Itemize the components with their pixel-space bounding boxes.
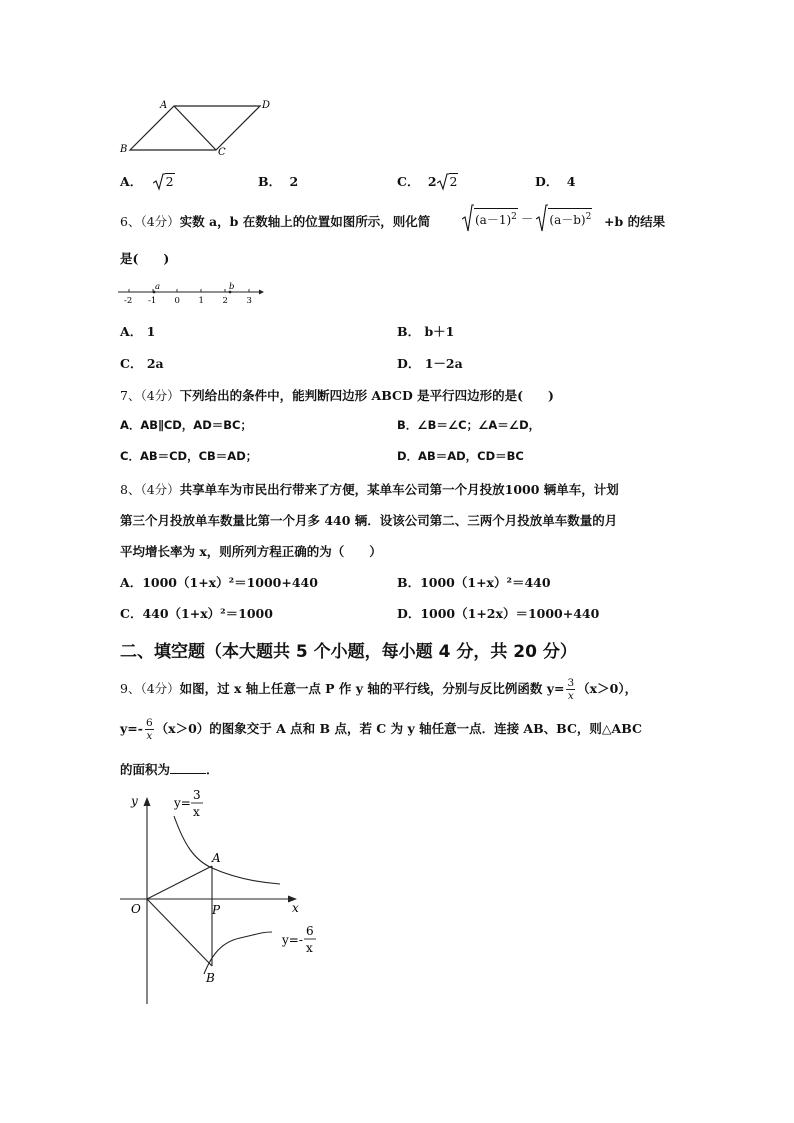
- q6-line2: 是( ): [120, 251, 170, 266]
- curve-1-label-den: x: [193, 805, 200, 819]
- option-letter: B．: [397, 324, 421, 339]
- number-line-tick-label: -2: [124, 296, 133, 306]
- q8-line3: 平均增长率为 x，则所列方程正确的为（ ）: [120, 544, 382, 559]
- answer-blank[interactable]: [170, 761, 206, 774]
- vertex-c-label: C: [218, 147, 226, 158]
- y-axis-label: y: [131, 794, 138, 808]
- point-b-label: B: [206, 971, 215, 985]
- number-line-tick-label: 3: [246, 296, 252, 306]
- option-value: 4: [566, 174, 576, 189]
- option-letter: A．: [120, 418, 141, 432]
- option-value: 2: [165, 174, 174, 189]
- option-letter: C．: [120, 356, 143, 371]
- curve-1-label-num: 3: [193, 788, 201, 802]
- sqrt-icon: [437, 173, 449, 191]
- q8-option-b: [397, 573, 551, 591]
- question-text: 共享单车为市民出行带来了方便，某单车公司第一个月投放1000 辆单车，计划: [179, 482, 619, 497]
- function-prefix: y=-: [120, 721, 143, 736]
- option-letter: A．: [120, 324, 143, 339]
- fraction-denominator: x: [567, 690, 574, 702]
- q6-line1: [120, 212, 430, 230]
- point-a-label: a: [155, 282, 161, 292]
- fraction-numerator: 6: [145, 717, 153, 729]
- q8-option-c: [120, 604, 273, 622]
- number-line-arrow-icon: [259, 290, 264, 295]
- question-text: 下列给出的条件中，能判断四边形 ABCD 是平行四边形的是( ): [179, 388, 554, 403]
- question-text: 实数 a，b 在数轴上的位置如图所示，则化简: [179, 214, 431, 229]
- option-value: 2: [289, 174, 299, 189]
- q7-option-d: [397, 448, 524, 464]
- fraction-6-over-x: [145, 717, 154, 742]
- q7-stem: [120, 386, 554, 404]
- question-number: 6、: [120, 214, 141, 229]
- question-text-tail: （x＞0），: [577, 681, 638, 696]
- question-text: （x＞0）的图象交于 A 点和 B 点，若 C 为 y 轴任意一点．连接 AB、BC，则△ABC: [155, 721, 642, 736]
- question-text: 的面积为: [120, 762, 171, 777]
- option-letter: B．: [258, 174, 282, 189]
- vertex-b-label: B: [120, 144, 128, 155]
- sqrt-icon: [462, 203, 474, 233]
- segment-oa: [147, 866, 212, 899]
- curve-1-label-prefix: y=: [174, 796, 191, 810]
- option-text: 1－2a: [424, 356, 463, 371]
- expr-term-2: (a－b): [549, 213, 586, 227]
- sqrt-icon: [536, 203, 548, 233]
- expr-exponent: 2: [585, 212, 592, 222]
- q6-option-c: [120, 354, 164, 372]
- option-letter: C．: [120, 606, 143, 621]
- q6-option-a: [120, 322, 155, 340]
- q8-line1: [120, 480, 619, 498]
- origin-label: O: [131, 902, 141, 916]
- q9-line2: [120, 712, 642, 746]
- expr-term-1: (a－1): [475, 213, 512, 227]
- number-line-tick-label: -1: [148, 296, 157, 306]
- point-a-label: A: [212, 851, 221, 865]
- option-text: 1000（1+x）²＝440: [420, 575, 551, 590]
- question-number: 8、: [120, 482, 141, 497]
- option-letter: C．: [120, 449, 140, 463]
- q6-expression: [462, 203, 592, 235]
- question-score: （4分）: [140, 388, 180, 403]
- option-letter: D．: [397, 606, 421, 621]
- q5-option-a: [120, 172, 175, 191]
- q9-graph: [112, 786, 332, 1008]
- q5-option-b: [258, 172, 298, 190]
- question-text-tail: ．: [206, 762, 219, 777]
- option-text: AB∥CD，AD＝BC；: [140, 418, 252, 432]
- parallelogram-figure: [112, 94, 282, 160]
- vertex-a-label: A: [160, 100, 168, 111]
- vertex-d-label: D: [262, 100, 271, 111]
- option-letter: D．: [535, 174, 559, 189]
- question-score: （4分）: [140, 482, 180, 497]
- option-letter: A．: [120, 174, 143, 189]
- point-b-label: b: [229, 282, 235, 292]
- q8-option-d: [397, 604, 599, 622]
- curve-y-3-over-x: [174, 816, 280, 884]
- option-value: 2: [427, 174, 437, 189]
- option-text: 1: [146, 324, 156, 339]
- option-text: AB＝CD，CB＝AD；: [139, 449, 258, 463]
- option-text: AB＝AD，CD＝BC: [418, 449, 524, 463]
- segment-ob: [147, 899, 212, 966]
- q6-option-d: [397, 354, 463, 372]
- q6-option-b: [397, 322, 454, 340]
- option-text: 1000（1+x）²＝1000+440: [142, 575, 318, 590]
- expr-minus: －: [520, 211, 534, 226]
- q7-option-a: [120, 417, 252, 433]
- number-line-tick-label: 2: [222, 296, 228, 306]
- option-text: ∠B＝∠C；∠A＝∠D，: [417, 418, 541, 432]
- question-number: 9、: [120, 681, 141, 696]
- number-line-figure: [116, 282, 266, 308]
- q6-text-after: +b 的结果: [604, 214, 666, 229]
- question-score: （4分）: [140, 214, 180, 229]
- option-letter: D．: [397, 356, 421, 371]
- q8-line2: 第三个月投放单车数量比第一个月多 440 辆．设该公司第二、三两个月投放单车数量的月: [120, 513, 618, 528]
- section-heading: 二、填空题（本大题共 5 个小题，每小题 4 分，共 20 分）: [120, 642, 577, 662]
- curve-2-label-num: 6: [306, 924, 314, 938]
- curve-y-neg6-over-x: [204, 932, 272, 974]
- fraction-denominator: x: [146, 730, 153, 742]
- q7-option-c: [120, 448, 257, 464]
- option-text: b＋1: [424, 324, 455, 339]
- number-line-tick-label: 1: [198, 296, 204, 306]
- fraction-numerator: 3: [567, 677, 575, 689]
- option-text: 2a: [146, 356, 164, 371]
- q5-option-d: [535, 172, 575, 190]
- y-axis-arrow-icon: [144, 797, 151, 806]
- option-letter: C．: [397, 174, 420, 189]
- option-radicand: 2: [449, 174, 458, 189]
- option-letter: D．: [397, 449, 419, 463]
- q7-option-b: [397, 417, 540, 433]
- question-text: 如图，过 x 轴上任意一点 P 作 y 轴的平行线，分别与反比例函数 y=: [179, 681, 565, 696]
- fraction-3-over-x: [566, 677, 575, 702]
- option-text: 1000（1+2x）＝1000+440: [420, 606, 600, 621]
- question-score: （4分）: [140, 681, 180, 696]
- x-axis-label: x: [292, 901, 299, 915]
- q8-option-a: [120, 573, 318, 591]
- option-letter: B．: [397, 575, 421, 590]
- option-letter: A．: [120, 575, 143, 590]
- q9-line1: [120, 672, 637, 706]
- parallelogram-diagonal: [174, 106, 216, 150]
- option-letter: B．: [397, 418, 418, 432]
- sqrt-icon: [153, 173, 165, 191]
- question-number: 7、: [120, 388, 141, 403]
- expr-exponent: 2: [511, 212, 517, 222]
- curve-2-label-prefix: y=-: [282, 933, 303, 947]
- number-line-tick-label: 0: [174, 296, 180, 306]
- q5-option-c: [397, 172, 458, 191]
- point-p-label: P: [212, 903, 221, 917]
- curve-2-label-den: x: [306, 941, 313, 955]
- option-text: 440（1+x）²＝1000: [142, 606, 273, 621]
- q9-line3: [120, 760, 219, 778]
